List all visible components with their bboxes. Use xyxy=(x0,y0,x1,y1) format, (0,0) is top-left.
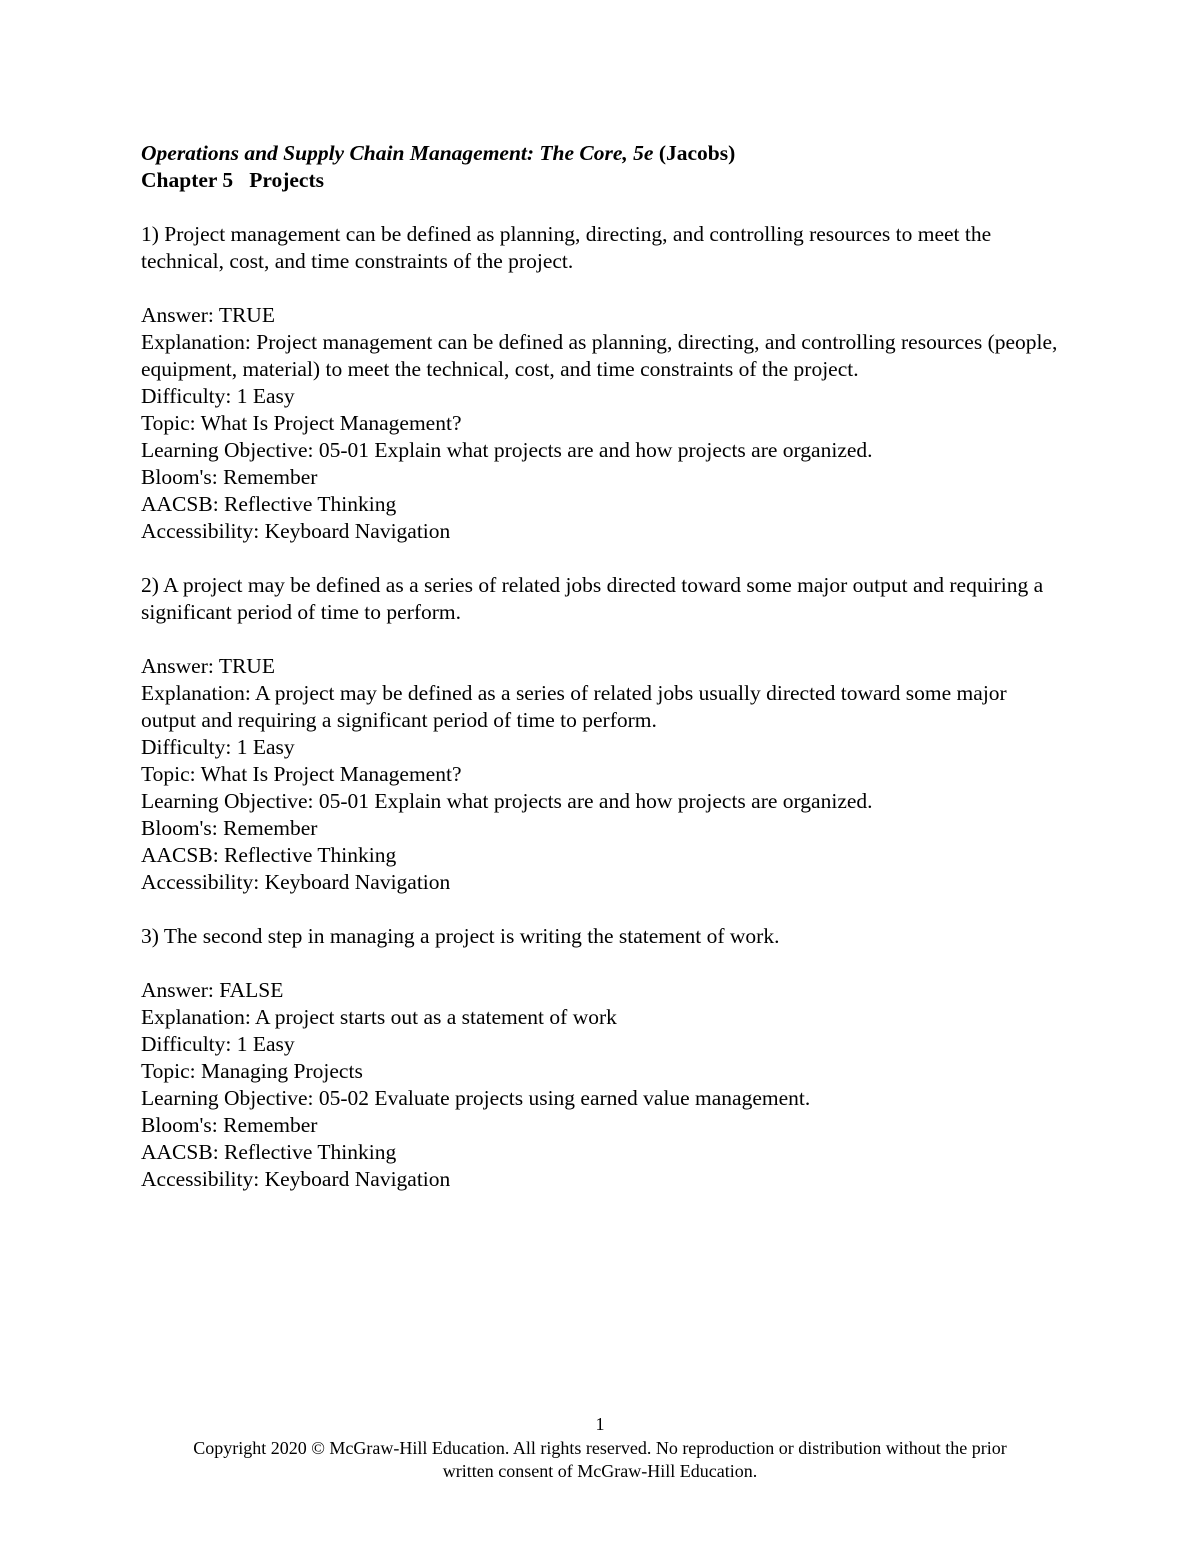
question-2-explanation: Explanation: A project may be defined as a series of related jobs usually directed toward some major output and requiring a significant period of time to perform. xyxy=(141,681,1007,732)
question-1-topic: Topic: What Is Project Management? xyxy=(141,411,462,435)
question-3-explanation: Explanation: A project starts out as a statement of work xyxy=(141,1005,617,1029)
question-3-details xyxy=(141,977,1061,1193)
question-3-topic: Topic: Managing Projects xyxy=(141,1059,363,1083)
copyright-line-2: written consent of McGraw-Hill Education. xyxy=(442,1461,758,1481)
question-1-blooms: Bloom's: Remember xyxy=(141,465,318,489)
chapter-label: Chapter 5 xyxy=(141,168,234,192)
question-3-difficulty: Difficulty: 1 Easy xyxy=(141,1032,295,1056)
question-1-answer: Answer: TRUE xyxy=(141,303,275,327)
chapter-heading xyxy=(141,167,1061,194)
book-title xyxy=(141,140,1061,167)
question-1-difficulty: Difficulty: 1 Easy xyxy=(141,384,295,408)
question-1-accessibility: Accessibility: Keyboard Navigation xyxy=(141,519,451,543)
book-title-italic: Operations and Supply Chain Management: The Core, 5e xyxy=(141,141,654,165)
copyright-line-1: Copyright 2020 © McGraw-Hill Education. All rights reserved. No reproduction or distribution without the prior xyxy=(193,1438,1007,1458)
question-3-answer: Answer: FALSE xyxy=(141,978,284,1002)
question-2-answer: Answer: TRUE xyxy=(141,654,275,678)
book-author: (Jacobs) xyxy=(658,141,736,165)
question-3-learning-objective: Learning Objective: 05-02 Evaluate projects using earned value management. xyxy=(141,1086,811,1110)
question-1-details xyxy=(141,302,1061,545)
question-3-blooms: Bloom's: Remember xyxy=(141,1113,318,1137)
question-2-topic: Topic: What Is Project Management? xyxy=(141,762,462,786)
question-2-learning-objective: Learning Objective: 05-01 Explain what projects are and how projects are organized. xyxy=(141,789,873,813)
question-3-prompt: 3) The second step in managing a project is writing the statement of work. xyxy=(141,924,780,948)
question-2-blooms: Bloom's: Remember xyxy=(141,816,318,840)
question-1-explanation: Explanation: Project management can be defined as planning, directing, and controlling resources (people, equipment, material) to meet the technical, cost, and time constraints of the project. xyxy=(141,330,1058,381)
page-number: 1 xyxy=(595,1414,605,1434)
question-2-accessibility: Accessibility: Keyboard Navigation xyxy=(141,870,451,894)
question-2-difficulty: Difficulty: 1 Easy xyxy=(141,735,295,759)
question-2-prompt: 2) A project may be defined as a series of related jobs directed toward some major output and requiring a significant period of time to perform. xyxy=(141,573,1044,624)
question-3-accessibility: Accessibility: Keyboard Navigation xyxy=(141,1167,451,1191)
page-footer xyxy=(100,1413,1100,1483)
chapter-name: Projects xyxy=(249,168,324,192)
question-2-details xyxy=(141,653,1061,896)
question-1-prompt: 1) Project management can be defined as planning, directing, and controlling resources to meet the technical, cost, and time constraints of the project. xyxy=(141,222,992,273)
question-3-aacsb: AACSB: Reflective Thinking xyxy=(141,1140,397,1164)
page-content xyxy=(141,140,1061,1220)
question-1-learning-objective: Learning Objective: 05-01 Explain what projects are and how projects are organized. xyxy=(141,438,873,462)
question-2-aacsb: AACSB: Reflective Thinking xyxy=(141,843,397,867)
question-1-aacsb: AACSB: Reflective Thinking xyxy=(141,492,397,516)
